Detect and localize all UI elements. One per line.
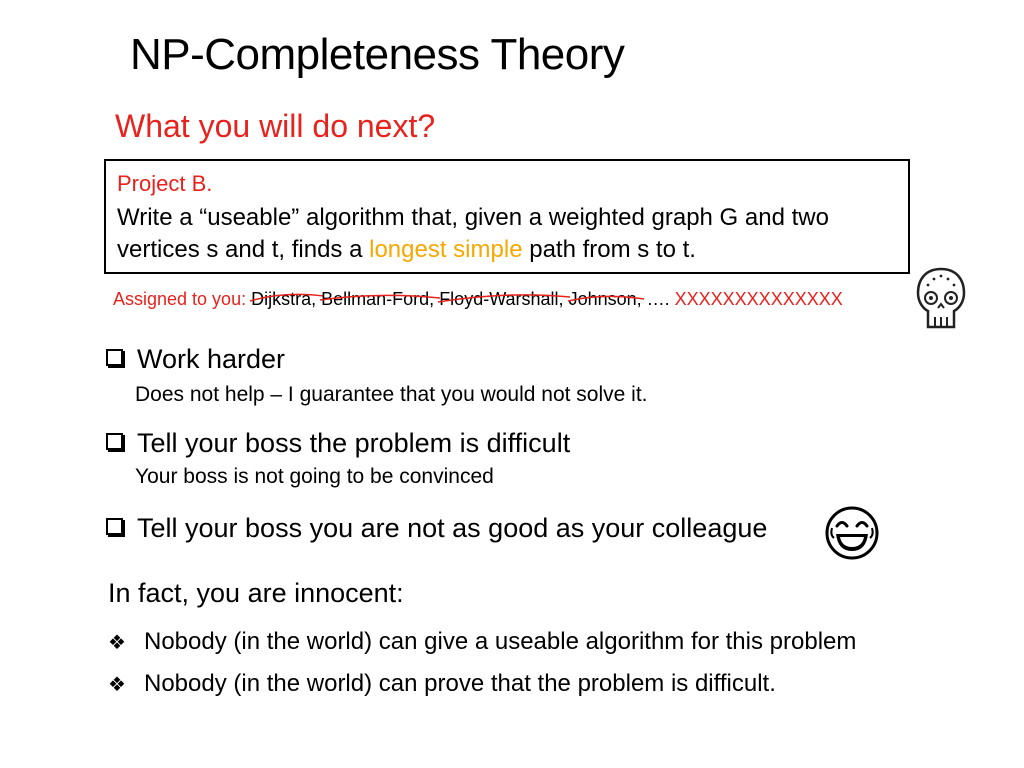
checkbox-icon: [106, 433, 123, 450]
struck-algorithm: Dijkstra: [251, 289, 311, 310]
project-line2-start: vertices s and t, finds a: [117, 236, 370, 263]
diamond-bullet-icon: ❖: [108, 632, 126, 654]
crossed-out-marks: XXXXXXXXXXXXXX: [674, 289, 843, 309]
struck-algorithm: Floyd-Warshall: [439, 289, 558, 310]
checkbox-icon: [106, 518, 123, 535]
option-note: Your boss is not going to be convinced: [135, 465, 494, 488]
assigned-ellipsis: , ….: [636, 289, 675, 309]
option-tell-boss-difficult: [106, 428, 570, 459]
struck-algorithm: Bellman-Ford: [321, 289, 429, 310]
option-note: Does not help – I guarantee that you would not solve it.: [135, 383, 648, 406]
project-description-line1: Write a “useable” algorithm that, given a weighted graph G and two: [117, 204, 829, 231]
conclusion-heading: In fact, you are innocent:: [108, 578, 404, 608]
option-label: Tell your boss you are not as good as your colleague: [137, 513, 768, 543]
option-label: Tell your boss the problem is difficult: [137, 428, 571, 458]
checkbox-icon: [106, 349, 123, 366]
assigned-line: Assigned to you: Dijkstra , Bellman-Ford , Floyd-Warshall , Johnson , …. XXXXXXXXXXXXXX: [113, 289, 843, 309]
conclusion-point: ❖ Nobody (in the world) can prove that the problem is difficult.: [108, 670, 776, 697]
project-heading: Project B.: [117, 171, 213, 196]
project-box: [104, 159, 910, 274]
grinning-face-icon: [824, 505, 880, 561]
option-work-harder: [106, 344, 285, 375]
project-description-line2: [117, 236, 696, 264]
struck-algorithm: Johnson: [569, 289, 637, 310]
project-line2-end: path from s to t.: [522, 236, 696, 263]
highlighted-phrase: longest simple: [369, 236, 523, 263]
assigned-label: Assigned to you:: [113, 289, 252, 309]
option-tell-boss-not-good: [106, 513, 767, 544]
skull-icon: [914, 265, 968, 333]
conclusion-point: ❖ Nobody (in the world) can give a useable algorithm for this problem: [108, 628, 857, 655]
slide-title: NP-Completeness Theory: [130, 30, 625, 79]
slide-subtitle: What you will do next?: [115, 108, 436, 144]
diamond-bullet-icon: ❖: [108, 674, 126, 696]
option-label: Work harder: [137, 344, 286, 374]
